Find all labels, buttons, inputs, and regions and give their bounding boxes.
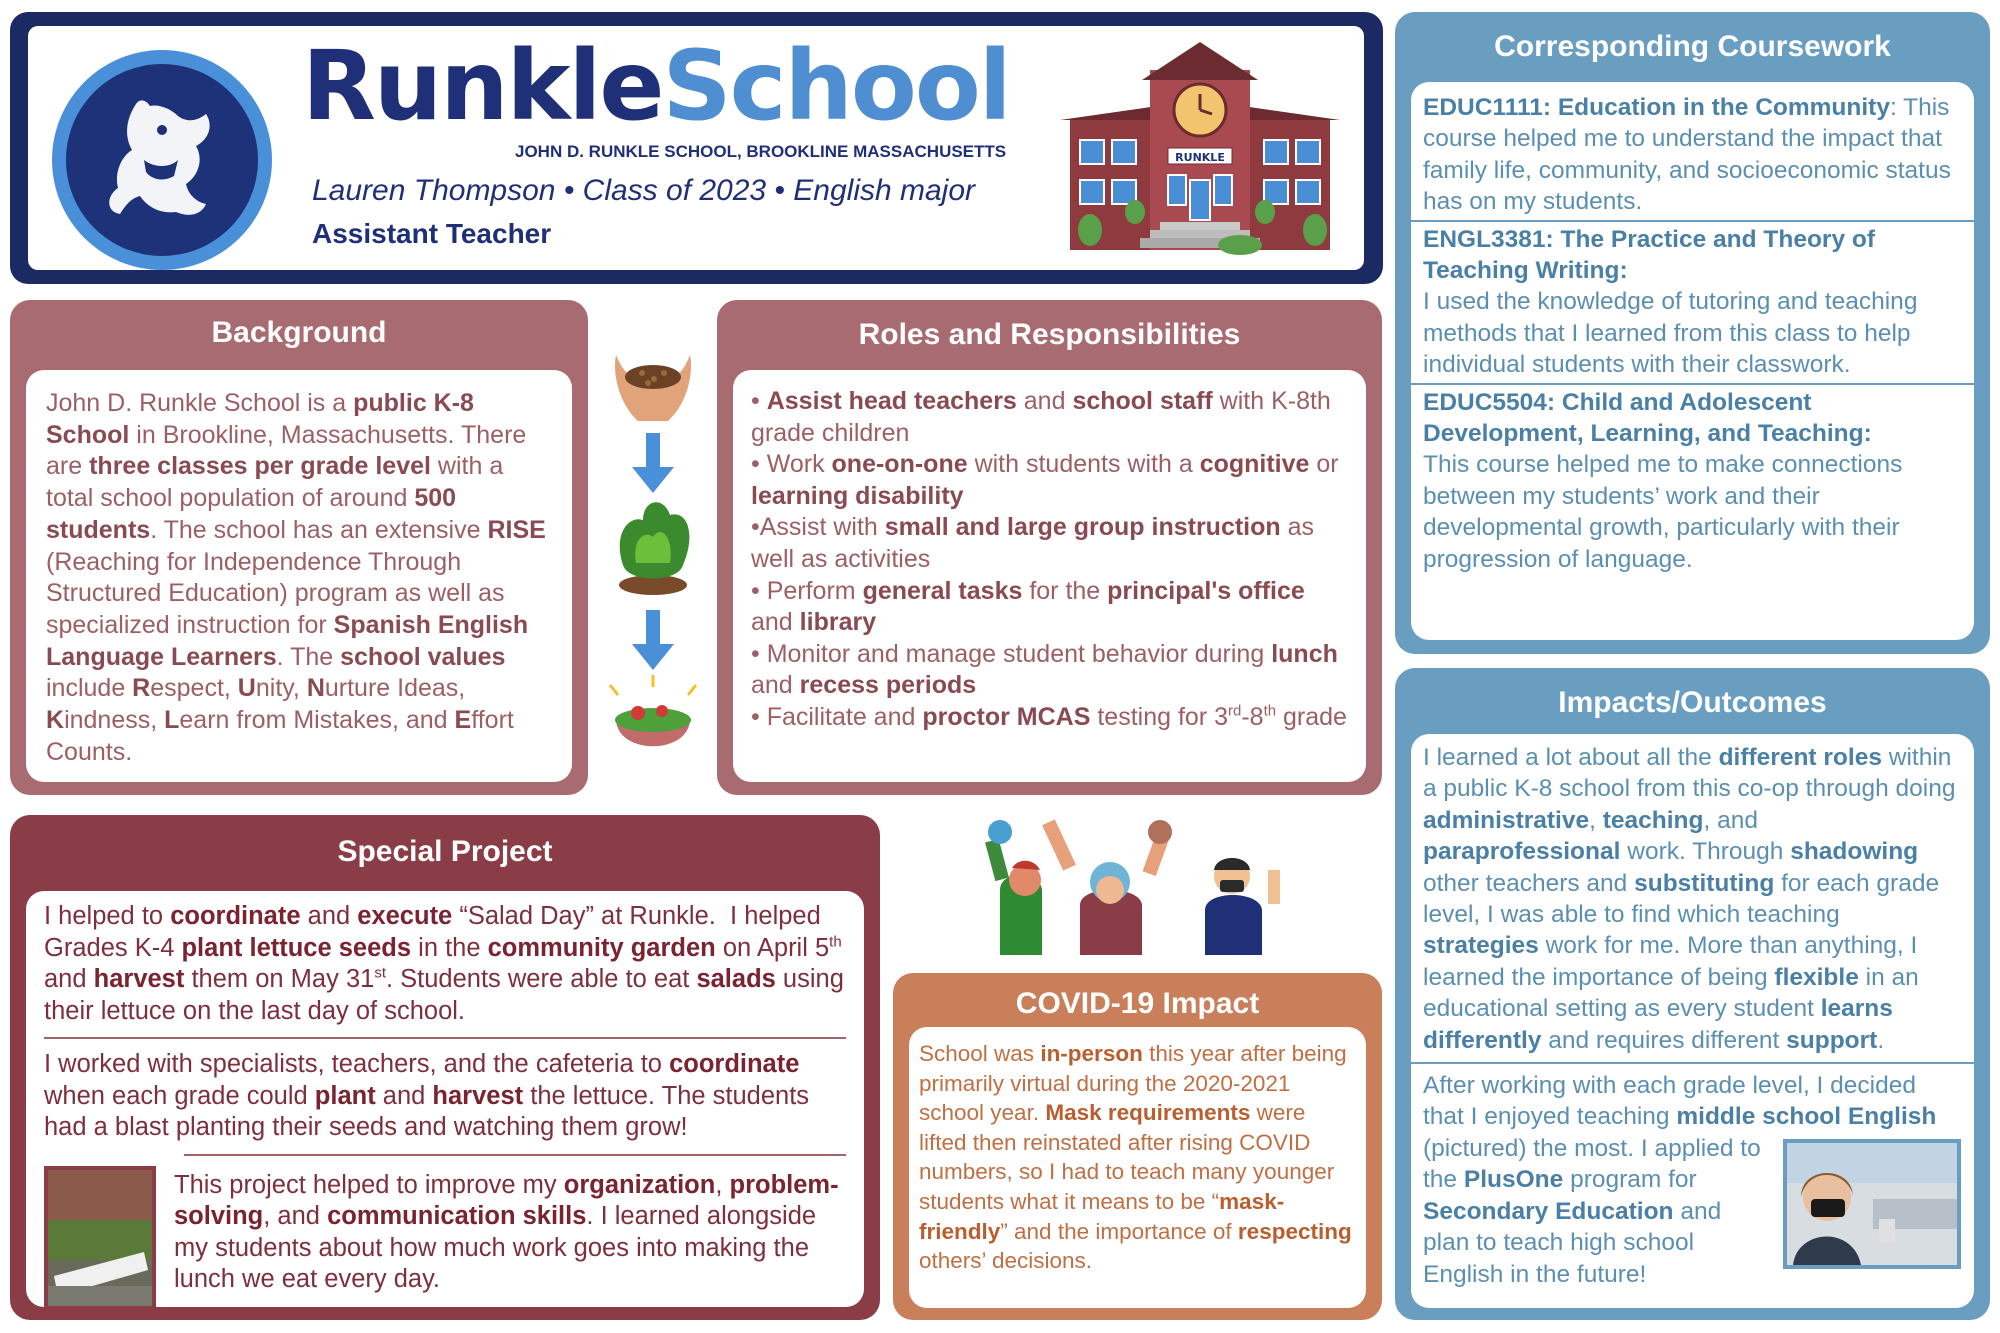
growth-sequence-illustration (598, 325, 708, 775)
teacher-photo (1783, 1139, 1961, 1269)
person-maroon (1042, 819, 1172, 955)
seed-hands-icon (615, 355, 691, 421)
arrow-down-icon (632, 433, 674, 493)
project-paragraph: I helped to coordinate and execute “Salad Day” at Runkle. I helped Grades K-4 plant lettuce seeds in the community garden on April 5th and harvest them on May 31st. Students were able to eat salads using their lettuce on the last day of school. (44, 902, 844, 1025)
special-project-title: Special Project (337, 835, 553, 868)
project-reflection-row (44, 1166, 846, 1310)
divider (1411, 1062, 1974, 1064)
role-item: • Perform general tasks for the principal's office and library (751, 576, 1305, 637)
special-project-body (26, 891, 864, 1307)
person-green (985, 820, 1042, 955)
roles-body (733, 370, 1366, 782)
covid-text: School was in-person this year after being primarily virtual during the 2020-2021 school year. Mask requirements were lifted then reinstated after rising COVID numbers, so I had to teach many younger students what it means to be “mask-friendly” and the importance of respecting others’ decisions. (919, 1041, 1352, 1274)
divider (1411, 383, 1974, 385)
arrow-down-icon (632, 610, 674, 670)
course-entry: ENGL3381: The Practice and Theory of Teaching Writing: I used the knowledge of tutoring and teaching methods that I learned from this class to help individual students with their classwork. (1423, 225, 1918, 379)
impacts-photo-row (1423, 1133, 1962, 1290)
role-item: • Assist head teachers and school staff with K-8th grade children (751, 387, 1331, 447)
roles-panel (717, 300, 1382, 795)
impacts-title: Impacts/Outcomes (1558, 686, 1827, 719)
student-role: Assistant Teacher (312, 218, 552, 249)
masked-people-icon (980, 810, 1310, 960)
salad-bowl-icon (610, 675, 696, 746)
roles-title: Roles and Responsibilities (858, 318, 1241, 351)
lettuce-icon (619, 502, 689, 595)
divider (1411, 220, 1974, 222)
school-building-icon (1050, 40, 1350, 260)
impacts-body (1411, 734, 1974, 1308)
impacts-paragraph: (pictured) the most. I applied to the PlusOne program for Secondary Education and plan to teach high school English in the future! (1423, 1134, 1761, 1288)
project-paragraph: I worked with specialists, teachers, and the cafeteria to coordinate when each grade could plant and harvest the lettuce. The students had a blast planting their seeds and watching them grow! (44, 1050, 810, 1141)
background-panel (10, 300, 588, 795)
course-entry: EDUC1111: Education in the Community: This course helped me to understand the impact that family life, community, and socioeconomic status has on my students. (1423, 94, 1951, 216)
course-entry: EDUC5504: Child and Adolescent Development, Learning, and Teaching: This course helped me to make connections between my students’ work and their developmental growth, particularly with their progression of language. (1423, 388, 1903, 573)
background-text: John D. Runkle School is a public K-8 School in Brookline, Massachusetts. There are three classes per grade level with a total school population of around 500 students. The school has an extensive RISE (Reaching for Independence Through Structured Education) program as well as specialized instruction for Spanish English Language Learners. The school values include Respect, Unity, Nurture Ideas, Kindness, Learn from Mistakes, and Effort Counts. (46, 389, 546, 766)
title-school: School (662, 30, 1010, 142)
coursework-body (1411, 82, 1974, 640)
coursework-title: Corresponding Coursework (1494, 30, 1891, 63)
background-body (26, 370, 572, 782)
role-item: • Work one-on-one with students with a cognitive or learning disability (751, 450, 1339, 510)
coursework-panel (1395, 12, 1990, 654)
role-item: •Assist with small and large group instruction as well as activities (751, 513, 1315, 573)
person-navy (1205, 858, 1280, 955)
covid-title: COVID-19 Impact (1015, 987, 1260, 1020)
impacts-panel (1395, 668, 1990, 1320)
building-sign: RUNKLE (1175, 151, 1225, 164)
impacts-paragraph: After working with each grade level, I decided that I enjoyed teaching middle school English (1423, 1072, 1937, 1131)
divider (184, 1154, 846, 1156)
role-item: • Monitor and manage student behavior during lunch and recess periods (751, 639, 1338, 700)
background-title: Background (211, 316, 387, 349)
covid-body (909, 1027, 1366, 1308)
title-runkle: Runkle (302, 30, 663, 142)
special-project-panel (10, 815, 880, 1320)
role-item: • Facilitate and proctor MCAS testing for 3rd-8th grade (751, 702, 1347, 731)
griffin-seal-inner (66, 64, 258, 256)
school-subtitle: JOHN D. RUNKLE SCHOOL, BROOKLINE MASSACHUSETTS (515, 142, 1007, 161)
impacts-paragraph: I learned a lot about all the different roles within a public K-8 school from this co-op through doing administrative, teaching, and paraprofessional work. Through shadowing other teachers and substituting for each grade level, I was able to find which teaching strategies work for me. More than anything, I learned the importance of being flexible in an educational setting as every student learns differently and requires different support. (1423, 744, 1956, 1054)
garden-bed-photo (44, 1166, 156, 1310)
project-reflection: This project helped to improve my organization, problem-solving, and communication skills. I learned alongside my students about how much work goes into making the lunch we eat every day. (174, 1170, 839, 1293)
griffin-icon (66, 64, 258, 256)
student-meta: Lauren Thompson • Class of 2023 • English major (312, 174, 976, 207)
page-title (302, 30, 1010, 142)
divider (44, 1037, 846, 1039)
covid-panel (893, 973, 1382, 1320)
